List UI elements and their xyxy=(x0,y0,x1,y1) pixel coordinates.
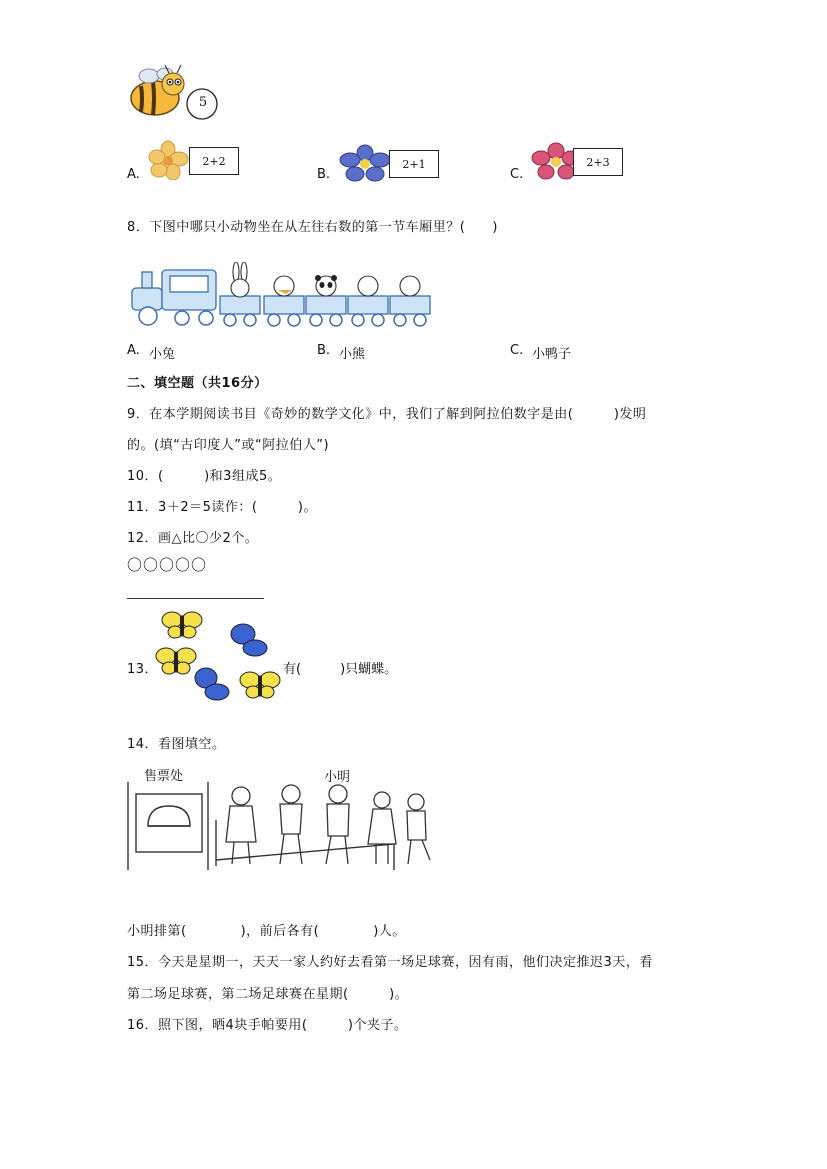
q7-option-a-equation: 2+2 xyxy=(189,147,239,175)
answer-line[interactable] xyxy=(127,598,264,599)
q8-option-a-label: 小兔 xyxy=(149,347,176,362)
q14-question: 14．看图填空。 xyxy=(127,737,226,752)
q15-line2: 第二场足球赛，第二场足球赛在星期( )。 xyxy=(127,987,409,1002)
q16-question: 16．照下图，晒4块手帕要用( )个夹子。 xyxy=(127,1018,408,1033)
q14-answer: 小明排第( )，前后各有( )人。 xyxy=(127,924,406,939)
q10-question: 10．( )和3组成5。 xyxy=(127,469,282,484)
q9-line1: 9．在本学期阅读书目《奇妙的数学文化》中，我们了解到阿拉伯数字是由( )发明 xyxy=(127,407,647,422)
q7-option-c-letter[interactable]: C. xyxy=(510,167,524,182)
queue-illustration xyxy=(126,780,442,874)
butterflies-illustration xyxy=(150,610,285,706)
q8-option-b-letter[interactable]: B. xyxy=(317,343,331,358)
ticket-office-label: 售票处 xyxy=(144,769,184,784)
section-title: 二、填空题（共16分） xyxy=(127,376,268,391)
q7-option-b-letter[interactable]: B. xyxy=(317,167,331,182)
q13-question: 有( )只蝴蝶。 xyxy=(283,662,398,677)
q12-circles: 〇〇〇〇〇 xyxy=(127,556,208,574)
q8-option-c-label: 小鸭子 xyxy=(532,347,572,362)
q7-option-b-equation: 2+1 xyxy=(389,150,439,178)
flower-icon xyxy=(147,140,189,180)
q7-option-c-equation: 2+3 xyxy=(573,148,623,176)
q8-option-b-label: 小熊 xyxy=(339,347,366,362)
q8-question: 8．下图中哪只小动物坐在从左往右数的第一节车厢里？( ) xyxy=(127,220,498,235)
q11-question: 11．3＋2＝5读作：( )。 xyxy=(127,500,317,515)
bee-number: 5 xyxy=(198,95,208,110)
q8-option-a-letter[interactable]: A. xyxy=(127,343,140,358)
q12-question: 12．画△比〇少2个。 xyxy=(127,531,259,546)
q7-option-a-letter[interactable]: A. xyxy=(127,167,140,182)
bee-illustration xyxy=(127,62,222,122)
q13-number: 13． xyxy=(127,662,159,677)
flower-icon xyxy=(339,144,391,184)
q9-line2: 的。(填“古印度人”或“阿拉伯人”) xyxy=(127,438,330,453)
q15-line1: 15．今天是星期一，天天一家人约好去看第一场足球赛，因有雨，他们决定推迟3天，看 xyxy=(127,955,653,970)
xiaoming-label: 小明 xyxy=(324,770,351,785)
train-illustration xyxy=(128,262,434,328)
q8-option-c-letter[interactable]: C. xyxy=(510,343,524,358)
